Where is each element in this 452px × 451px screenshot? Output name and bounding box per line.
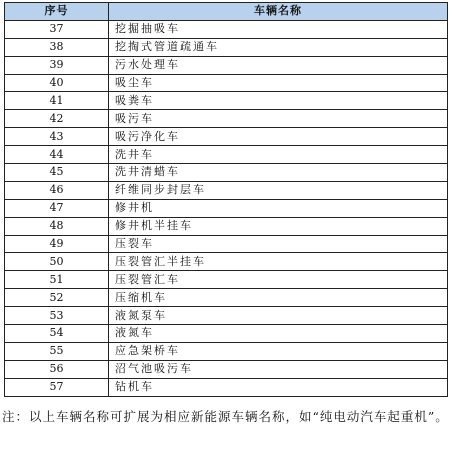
vehicle-name-cell: 应急架桥车 xyxy=(109,342,448,360)
table-header xyxy=(5,3,448,21)
table-row xyxy=(5,217,448,235)
table-row xyxy=(5,378,448,396)
table-row xyxy=(5,271,448,289)
table-row xyxy=(5,128,448,146)
table-row xyxy=(5,253,448,271)
table-row xyxy=(5,181,448,199)
serial-number-cell: 53 xyxy=(5,307,109,325)
serial-number-cell: 45 xyxy=(5,164,109,182)
vehicle-name-cell: 压裂管汇车 xyxy=(109,271,448,289)
vehicle-name-cell: 沼气池吸污车 xyxy=(109,360,448,378)
vehicle-name-table xyxy=(4,2,448,397)
table-row xyxy=(5,20,448,38)
serial-number-cell: 43 xyxy=(5,128,109,146)
header-vehicle-name: 车辆名称 xyxy=(109,3,448,21)
vehicle-name-cell: 液氮车 xyxy=(109,325,448,343)
serial-number-cell: 39 xyxy=(5,56,109,74)
serial-number-cell: 51 xyxy=(5,271,109,289)
table-row xyxy=(5,56,448,74)
table-row xyxy=(5,74,448,92)
vehicle-name-cell: 修井机半挂车 xyxy=(109,217,448,235)
serial-number-cell: 42 xyxy=(5,110,109,128)
serial-number-cell: 50 xyxy=(5,253,109,271)
vehicle-name-cell: 纤维同步封层车 xyxy=(109,181,448,199)
table-row xyxy=(5,146,448,164)
serial-number-cell: 54 xyxy=(5,325,109,343)
table-row xyxy=(5,199,448,217)
table-body xyxy=(5,20,448,396)
vehicle-name-cell: 吸污净化车 xyxy=(109,128,448,146)
table-header-row xyxy=(5,3,448,21)
table-row xyxy=(5,360,448,378)
serial-number-cell: 52 xyxy=(5,289,109,307)
serial-number-cell: 46 xyxy=(5,181,109,199)
serial-number-cell: 56 xyxy=(5,360,109,378)
vehicle-name-cell: 压裂车 xyxy=(109,235,448,253)
table-row xyxy=(5,289,448,307)
vehicle-name-cell: 洗井清蜡车 xyxy=(109,164,448,182)
vehicle-name-cell: 挖掏式管道疏通车 xyxy=(109,38,448,56)
table-row xyxy=(5,164,448,182)
table-row xyxy=(5,38,448,56)
serial-number-cell: 38 xyxy=(5,38,109,56)
footnote: 注：以上车辆名称可扩展为相应新能源车辆名称，如“纯电动汽车起重机”。 xyxy=(2,409,449,424)
vehicle-name-cell: 修井机 xyxy=(109,199,448,217)
table-row xyxy=(5,342,448,360)
table-row xyxy=(5,325,448,343)
vehicle-name-cell: 污水处理车 xyxy=(109,56,448,74)
serial-number-cell: 40 xyxy=(5,74,109,92)
vehicle-name-cell: 洗井车 xyxy=(109,146,448,164)
vehicle-name-cell: 液氮泵车 xyxy=(109,307,448,325)
vehicle-name-cell: 挖掘抽吸车 xyxy=(109,20,448,38)
table-row xyxy=(5,235,448,253)
vehicle-name-cell: 吸污车 xyxy=(109,110,448,128)
serial-number-cell: 41 xyxy=(5,92,109,110)
serial-number-cell: 44 xyxy=(5,146,109,164)
vehicle-name-cell: 压缩机车 xyxy=(109,289,448,307)
header-serial-number: 序号 xyxy=(5,3,109,21)
vehicle-name-cell: 压裂管汇半挂车 xyxy=(109,253,448,271)
table-row xyxy=(5,92,448,110)
vehicle-name-cell: 钻机车 xyxy=(109,378,448,396)
serial-number-cell: 48 xyxy=(5,217,109,235)
table-row xyxy=(5,110,448,128)
vehicle-name-cell: 吸尘车 xyxy=(109,74,448,92)
serial-number-cell: 49 xyxy=(5,235,109,253)
serial-number-cell: 55 xyxy=(5,342,109,360)
table-row xyxy=(5,307,448,325)
serial-number-cell: 57 xyxy=(5,378,109,396)
vehicle-name-cell: 吸粪车 xyxy=(109,92,448,110)
serial-number-cell: 37 xyxy=(5,20,109,38)
serial-number-cell: 47 xyxy=(5,199,109,217)
